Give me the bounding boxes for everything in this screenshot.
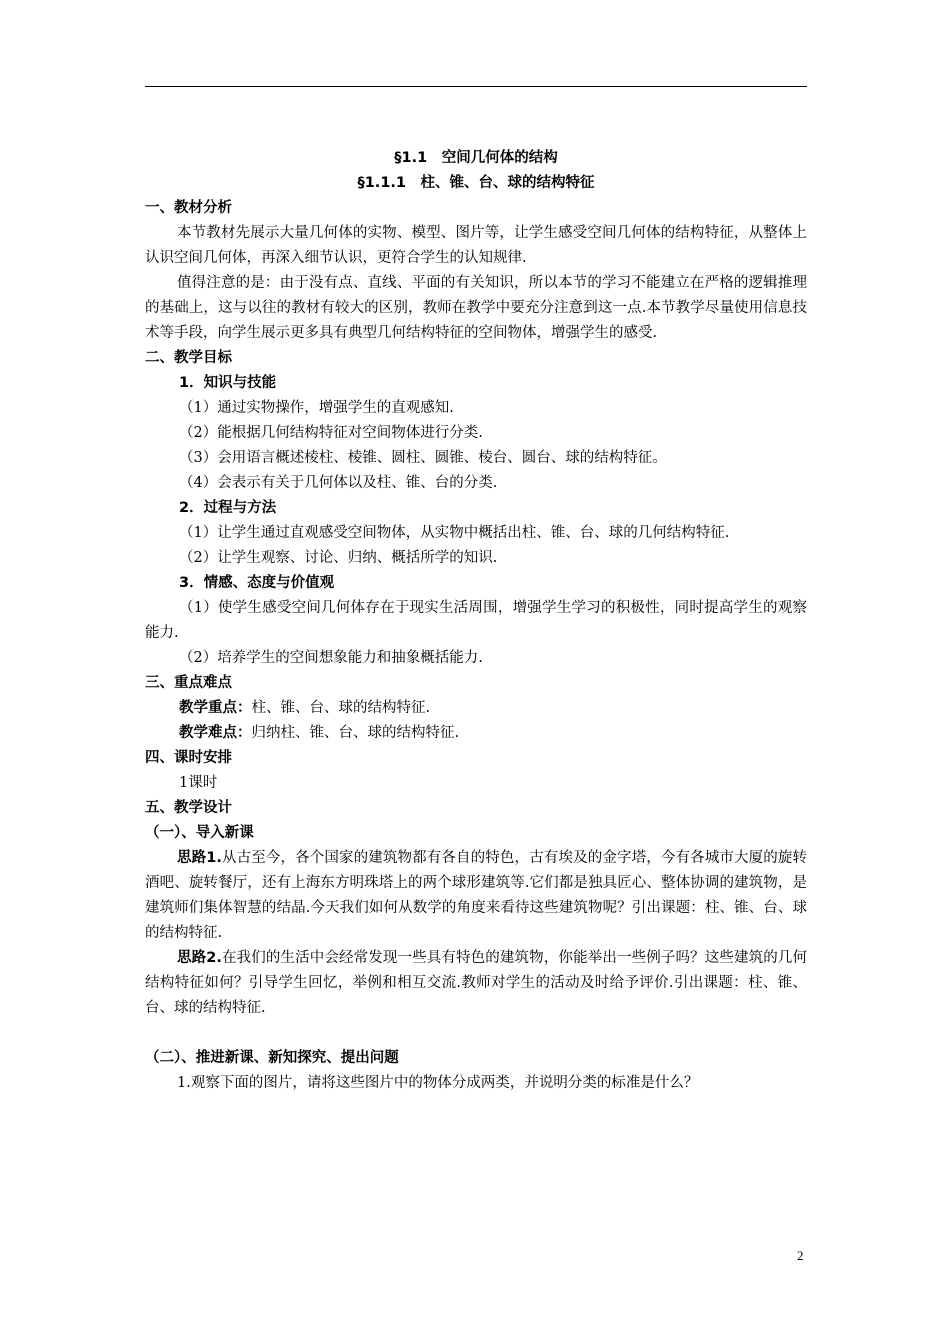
schedule-text: 1课时 (179, 775, 218, 791)
question-text: 1.观察下面的图片，请将这些图片中的物体分成两类，并说明分类的标准是什么？ (177, 1075, 699, 1091)
document-body (145, 146, 807, 1096)
heading-textbook-analysis: 一、教材分析 (145, 200, 232, 216)
part-introduction: （一）、导入新课 (145, 825, 254, 841)
goal-item: （4）会表示有关于几何体以及柱、锥、台的分类. (179, 475, 498, 491)
paragraph: 值得注意的是：由于没有点、直线、平面的有关知识，所以本节的学习不能建立在严格的逻辑推理的基础上，这与以往的教材有较大的区别，教师在教学中要充分注意到这一点.本节教学尽量使用信息技术等手段，向学生展示更多具有典型几何结构特征的空间物体，增强学生的感受. (145, 275, 807, 341)
subheading-knowledge-skills: 1．知识与技能 (179, 375, 277, 391)
idea-paragraph (145, 846, 807, 946)
goal-item: （2）培养学生的空间想象能力和抽象概括能力. (179, 650, 483, 666)
goal-item: （1）通过实物操作，增强学生的直观感知. (179, 400, 454, 416)
goal-item: （3）会用语言概述棱柱、棱锥、圆柱、圆锥、棱台、圆台、球的结构特征。 (179, 450, 667, 466)
subheading-emotion-values: 3．情感、态度与价值观 (179, 575, 335, 591)
idea-text: 在我们的生活中会经常发现一些具有特色的建筑物，你能举出一些例子吗？这些建筑的几何结构特征如何？引导学生回忆，举例和相互交流.教师对学生的活动及时给予评价.引出课题：柱、锥、台、球的结构特征. (145, 950, 807, 1016)
heading-key-points: 三、重点难点 (145, 675, 232, 691)
subheading-process-method: 2．过程与方法 (179, 500, 277, 516)
key-point-label: 教学重点： (179, 700, 252, 716)
paragraph: 本节教材先展示大量几何体的实物、模型、图片等，让学生感受空间几何体的结构特征，从整体上认识空间几何体，再深入细节认识，更符合学生的认知规律. (145, 225, 807, 266)
key-point-line (145, 696, 807, 721)
subsection-title: §1.1.1 柱、锥、台、球的结构特征 (357, 175, 595, 191)
goal-item: （2）能根据几何结构特征对空间物体进行分类. (179, 425, 483, 441)
part-new-lesson: （二）、推进新课、新知探究、提出问题 (145, 1050, 399, 1066)
difficulty-label: 教学难点： (179, 725, 252, 741)
spacer (145, 1021, 807, 1046)
key-point-text: 柱、锥、台、球的结构特征. (251, 700, 431, 716)
goal-item: （1）使学生感受空间几何体存在于现实生活周围，增强学生学习的积极性，同时提高学生的观察能力. (145, 600, 807, 641)
section-title: §1.1 空间几何体的结构 (394, 150, 558, 166)
page-number: 2 (797, 1248, 804, 1263)
goal-item: （2）让学生观察、讨论、归纳、概括所学的知识. (179, 550, 498, 566)
idea-label: 思路2. (177, 950, 222, 966)
heading-teaching-design: 五、教学设计 (145, 800, 232, 816)
idea-text: 从古至今，各个国家的建筑物都有各自的特色，古有埃及的金字塔，今有各城市大厦的旋转酒吧、旋转餐厅，还有上海东方明珠塔上的两个球形建筑等.它们都是独具匠心、整体协调的建筑物，是建筑师们集体智慧的结晶.今天我们如何从数学的角度来看待这些建筑物呢？引出课题：柱、锥、台、球的结构特征. (145, 850, 807, 941)
header-rule (145, 86, 807, 87)
difficulty-text: 归纳柱、锥、台、球的结构特征. (251, 725, 460, 741)
difficulty-line (145, 721, 807, 746)
idea-paragraph (145, 946, 807, 1021)
idea-label: 思路1. (177, 850, 222, 866)
heading-teaching-goals: 二、教学目标 (145, 350, 232, 366)
goal-item: （1）让学生通过直观感受空间物体，从实物中概括出柱、锥、台、球的几何结构特征. (179, 525, 730, 541)
heading-schedule: 四、课时安排 (145, 750, 232, 766)
